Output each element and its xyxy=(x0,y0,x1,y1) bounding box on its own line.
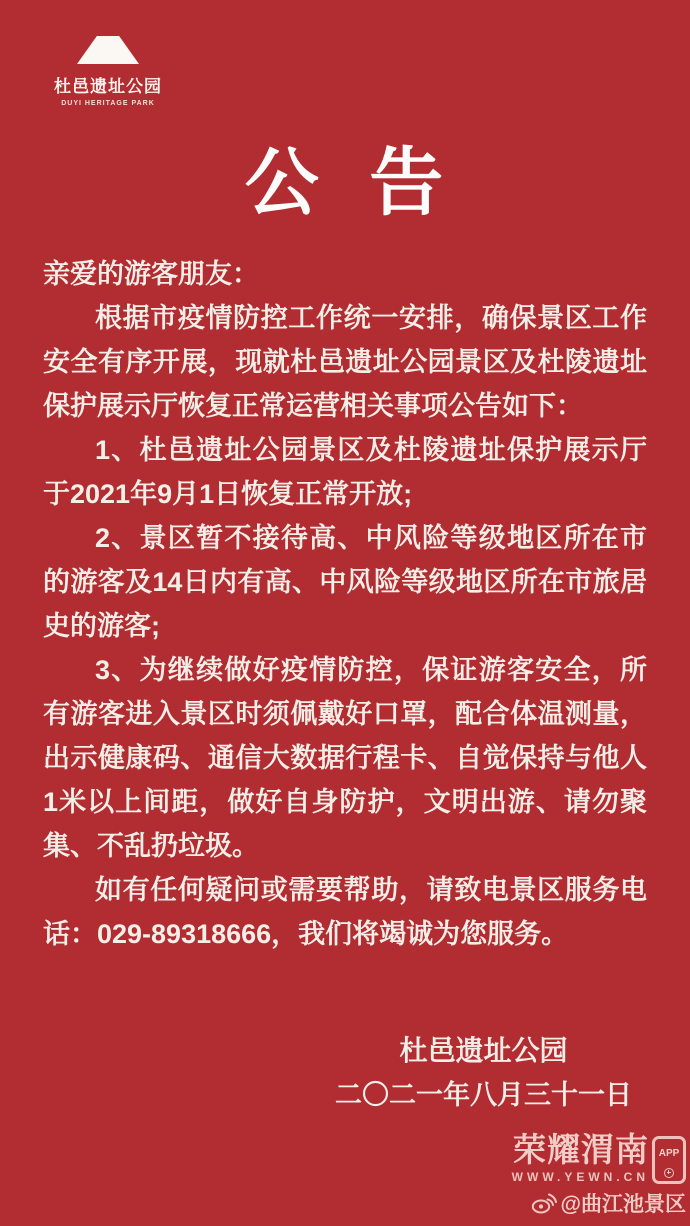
notice-paragraph-contact: 如有任何疑问或需要帮助，请致电景区服务电话：029-89318666，我们将竭诚为您服务。 xyxy=(43,875,647,949)
logo-park-name-cn: 杜邑遗址公园 xyxy=(54,77,162,96)
watermark-brand-row xyxy=(512,1132,686,1184)
app-label: APP xyxy=(658,1148,680,1159)
watermark-brand-block xyxy=(512,1132,649,1184)
mound-icon xyxy=(77,36,139,64)
notice-title: 公 告 xyxy=(244,141,446,224)
watermark xyxy=(512,1132,686,1218)
plus-icon xyxy=(664,1168,674,1178)
weibo-icon xyxy=(531,1192,557,1214)
notice-paragraph-intro: 根据市疫情防控工作统一安排，确保景区工作安全有序开展，现就杜邑遗址公园景区及杜陵遗址保护展示厅恢复正常运营相关事项公告如下： xyxy=(43,303,647,421)
watermark-weibo-row xyxy=(512,1188,686,1218)
park-logo xyxy=(47,36,169,107)
signature-block xyxy=(335,1028,632,1118)
weibo-account: @曲江池景区 xyxy=(560,1193,686,1216)
watermark-url: WWW.YEWN.CN xyxy=(511,1170,649,1184)
notice-body xyxy=(43,252,647,956)
notice-paragraph-item-1: 1、杜邑遗址公园景区及杜陵遗址保护展示厅于2021年9月1日恢复正常开放; xyxy=(43,435,647,509)
logo-park-name-en: DUYI HERITAGE PARK xyxy=(61,100,155,107)
signature-name: 杜邑遗址公园 xyxy=(399,1035,568,1066)
notice-paragraph-item-3: 3、为继续做好疫情防控，保证游客安全，所有游客进入景区时须佩戴好口罩，配合体温测量，出示健康码、通信大数据行程卡、自觉保持与他人1米以上间距，做好自身防护，文明出游、请勿聚集、不乱扔垃圾。 xyxy=(43,655,647,861)
signature-date: 二〇二一年八月三十一日 xyxy=(335,1080,632,1110)
app-phone-icon xyxy=(652,1136,686,1184)
watermark-brand-text: 荣耀渭南 xyxy=(513,1131,649,1168)
notice-paragraph-item-2: 2、景区暂不接待高、中风险等级地区所在市的游客及14日内有高、中风险等级地区所在市旅居史的游客; xyxy=(43,523,647,641)
salutation: 亲爱的游客朋友： xyxy=(43,259,259,289)
